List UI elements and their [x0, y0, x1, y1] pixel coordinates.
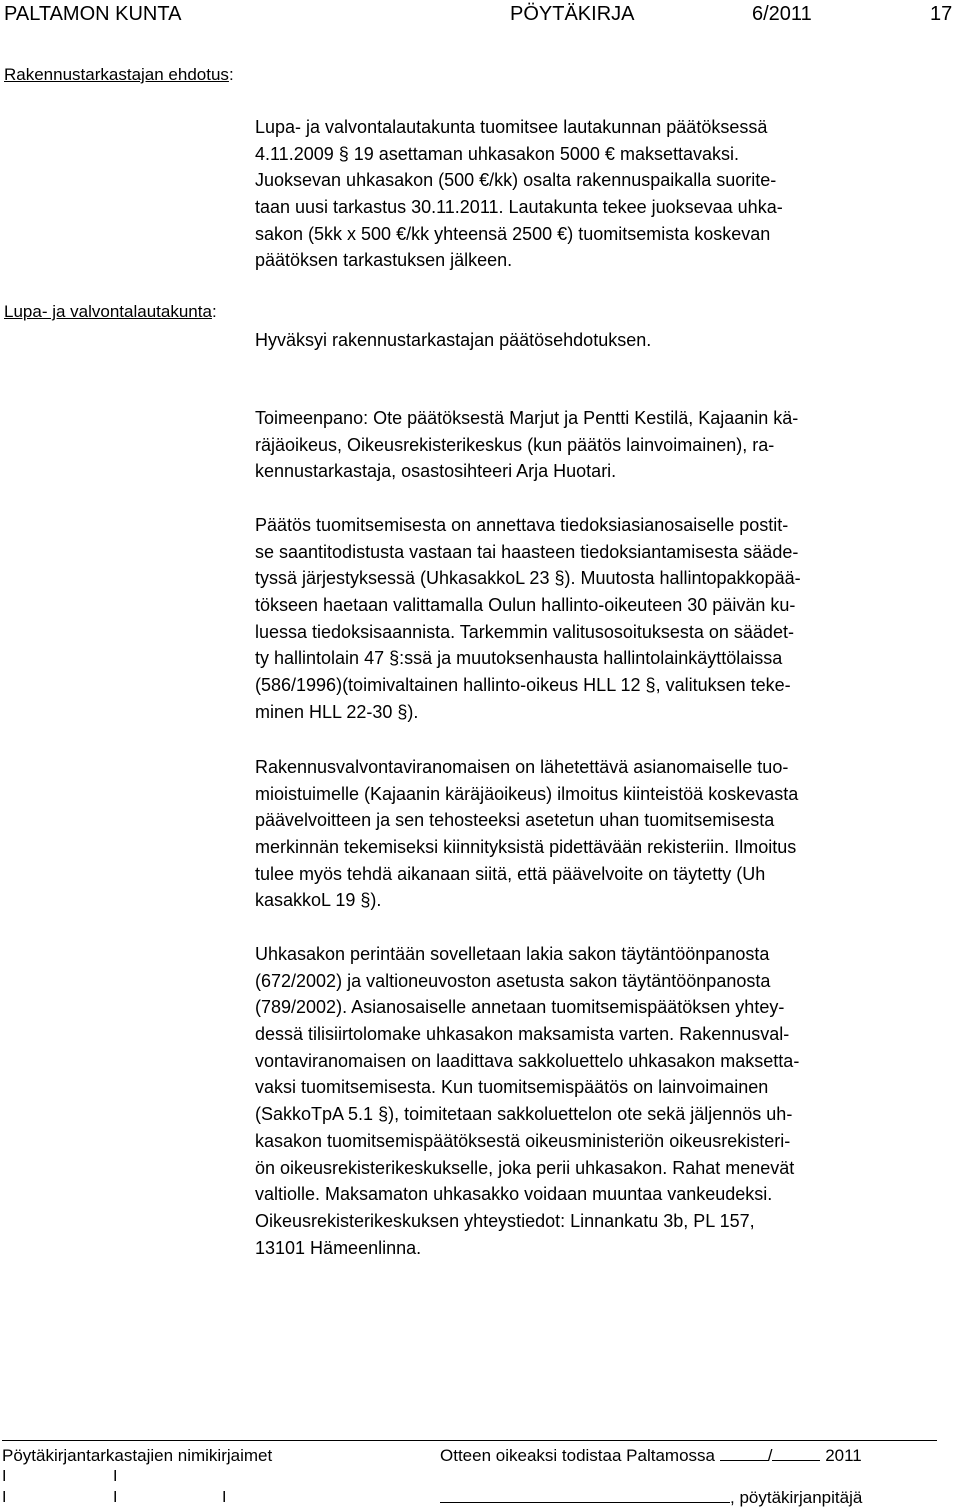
initial-divider: I: [113, 1468, 118, 1485]
appeal-line: luessa tiedoksisaannista. Tarkemmin valitusosoituksesta on säädet-: [255, 621, 794, 642]
registration-line: kasakkoL 19 §).: [255, 890, 382, 911]
appeal-line: se saantitodistusta vastaan tai haasteen tiedoksiantamisesta sääde-: [255, 541, 799, 562]
meeting-number: 6/2011: [752, 3, 812, 25]
month-blank[interactable]: [772, 1446, 820, 1461]
execution-line: kennustarkastaja, osastosihteeri Arja Huotari.: [255, 461, 617, 482]
enforcement-line: dessä tilisiirtolomake uhkasakon maksamista varten. Rakennusval-: [255, 1024, 790, 1045]
proposal-line: Juoksevan uhkasakon (500 €/kk) osalta rakennuspaikalla suorite-: [255, 170, 777, 191]
proposal-line: Lupa- ja valvontalautakunta tuomitsee lautakunnan päätöksessä: [255, 117, 768, 137]
execution-line: räjäoikeus, Oikeusrekisterikeskus (kun päätös lainvoimainen), ra-: [255, 434, 775, 455]
appeal-line: minen HLL 22-30 §).: [255, 701, 419, 722]
registration-line: mioistuimelle (Kajaanin käräjäoikeus) ilmoitus kiinteistöä koskevasta: [255, 783, 799, 804]
enforcement-line: (672/2002) ja valtioneuvoston asetusta sakon täytäntöönpanosta: [255, 970, 771, 991]
document-type: PÖYTÄKIRJA: [510, 3, 635, 25]
decision-paragraph: [255, 327, 945, 354]
keeper-suffix: , pöytäkirjanpitäjä: [730, 1488, 863, 1507]
proposal-line: päätöksen tarkastuksen jälkeen.: [255, 250, 513, 271]
signatures-label: Pöytäkirjantarkastajien nimikirjaimet: [2, 1446, 273, 1465]
footer-rule: [2, 1440, 937, 1441]
certification-year: 2011: [825, 1446, 862, 1465]
proposal-paragraph: [255, 114, 945, 274]
registration-line: merkinnän tekemiseksi kiinnityksistä pidettävään rekisteriin. Ilmoitus: [255, 837, 797, 858]
initial-divider: I: [2, 1468, 7, 1485]
proposal-line: sakon (5kk x 500 €/kk yhteensä 2500 €) tuomitsemista koskevan: [255, 223, 771, 244]
municipality-name: PALTAMON KUNTA: [4, 3, 182, 25]
keeper-line: [440, 1488, 862, 1508]
enforcement-line: (789/2002). Asianosaiselle annetaan tuomitsemispäätöksen yhtey-: [255, 997, 785, 1018]
enforcement-line: (SakkoTpA 5.1 §), toimitetaan sakkoluettelon ote sekä jäljennös uh-: [255, 1104, 793, 1125]
decision-line: Hyväksyi rakennustarkastajan päätösehdotuksen.: [255, 330, 652, 350]
committee-heading-label: Lupa- ja valvontalautakunta: [4, 302, 212, 321]
committee-heading-colon: :: [211, 302, 217, 321]
appeal-line: ty hallintolain 47 §:ssä ja muutoksenhausta hallintolainkäyttölaissa: [255, 648, 783, 669]
enforcement-line: vaksi tuomitsemisesta. Kun tuomitsemispäätös on lainvoimainen: [255, 1077, 769, 1098]
day-blank[interactable]: [720, 1446, 768, 1461]
appeal-paragraph: [255, 512, 945, 726]
registration-line: tulee myös tehdä aikanaan siitä, että päävelvoite on täytetty (Uh: [255, 863, 766, 884]
initial-divider: I: [113, 1489, 118, 1506]
initial-divider: I: [2, 1489, 7, 1506]
certification-line: [440, 1446, 862, 1466]
date-slash: /: [767, 1446, 773, 1465]
enforcement-line: Uhkasakon perintään sovelletaan lakia sakon täytäntöönpanosta: [255, 944, 770, 964]
registration-line: päävelvoitteen ja sen tehosteeksi asetetun uhan tuomitsemisesta: [255, 810, 775, 831]
proposal-heading-colon: :: [228, 65, 234, 84]
enforcement-line: kasakon tuomitsemispäätöksestä oikeusministeriön oikeusrekisteri-: [255, 1130, 791, 1151]
enforcement-line: valtiolle. Maksamaton uhkasakko voidaan muuntaa vankeudeksi.: [255, 1184, 773, 1205]
enforcement-line: 13101 Hämeenlinna.: [255, 1237, 422, 1258]
enforcement-line: Oikeusrekisterikeskuksen yhteystiedot: Linnankatu 3b, PL 157,: [255, 1210, 755, 1231]
proposal-heading: [4, 64, 234, 86]
proposal-heading-label: Rakennustarkastajan ehdotus: [4, 65, 229, 84]
enforcement-line: ön oikeusrekisterikeskukselle, joka perii uhkasakon. Rahat menevät: [255, 1157, 795, 1178]
appeal-line: tökseen haetaan valittamalla Oulun hallinto-oikeuteen 30 päivän ku-: [255, 595, 796, 616]
registration-line: Rakennusvalvontaviranomaisen on lähetettävä asianomaiselle tuo-: [255, 757, 789, 777]
enforcement-paragraph: [255, 941, 945, 1261]
initial-divider: I: [222, 1489, 227, 1506]
execution-paragraph: [255, 405, 945, 485]
certification-prefix: Otteen oikeaksi todistaa Paltamossa: [440, 1446, 715, 1465]
registration-paragraph: [255, 754, 945, 914]
enforcement-line: vontaviranomaisen on laadittava sakkoluettelo uhkasakon maksetta-: [255, 1050, 800, 1071]
proposal-line: taan uusi tarkastus 30.11.2011. Lautakunta tekee juoksevaa uhka-: [255, 197, 783, 218]
keeper-signature-blank[interactable]: [440, 1488, 730, 1503]
proposal-line: 4.11.2009 § 19 asettaman uhkasakon 5000 € maksettavaksi.: [255, 143, 739, 164]
appeal-line: Päätös tuomitsemisesta on annettava tiedoksiasianosaiselle postit-: [255, 515, 789, 535]
appeal-line: (586/1996)(toimivaltainen hallinto-oikeus HLL 12 §, valituksen teke-: [255, 675, 791, 696]
appeal-line: tyssä järjestyksessä (UhkasakkoL 23 §). Muutosta hallintopakkopää-: [255, 568, 801, 589]
page-number: 17: [930, 3, 953, 25]
committee-heading: [4, 301, 217, 323]
execution-line: Toimeenpano: Ote päätöksestä Marjut ja Pentti Kestilä, Kajaanin kä-: [255, 408, 799, 428]
